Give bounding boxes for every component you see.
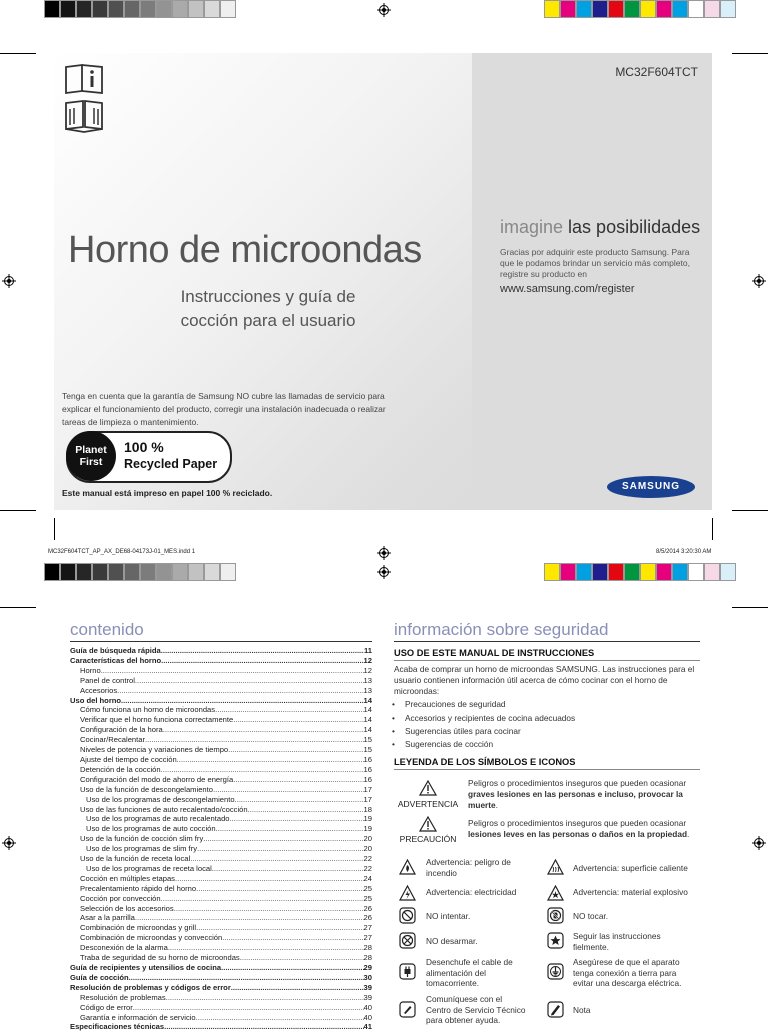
toc-row[interactable]	[70, 686, 372, 696]
crop-mark	[0, 607, 36, 608]
toc-entry-title: Configuración de la hora	[80, 725, 163, 735]
toc-entry-title: Accesorios	[80, 685, 118, 695]
toc-entry-title: Ajuste del tiempo de cocción	[80, 754, 177, 764]
toc-page-number: 11	[363, 646, 372, 655]
toc-row[interactable]	[70, 913, 372, 923]
explosive-warning-icon	[547, 885, 564, 902]
contents-heading: contenido	[70, 620, 144, 639]
toc-dot-leader	[228, 745, 363, 755]
toc-page-number: 20	[363, 834, 372, 844]
toc-dot-leader	[161, 765, 364, 775]
toc-row[interactable]	[70, 923, 372, 933]
date-slug: 8/5/2014 3:20:30 AM	[656, 549, 712, 555]
toc-dot-leader	[215, 705, 363, 715]
list-item: • Precauciones de seguridad	[405, 699, 506, 709]
samsung-logo: SAMSUNG	[607, 476, 695, 498]
toc-entry-title: Cocción por convección	[80, 893, 161, 903]
toc-row[interactable]	[70, 725, 372, 735]
model-number: MC32F604TCT	[615, 65, 698, 79]
toc-page-number: 25	[363, 883, 372, 893]
symbol-text: Advertencia: electricidad	[426, 887, 517, 897]
toc-dot-leader	[168, 943, 364, 953]
symbol-text: Desenchufe el cable de alimentación del tomacorriente.	[426, 957, 513, 988]
crop-mark	[732, 510, 768, 511]
toc-entry-title: Resolución de problemas y códigos de error	[70, 982, 231, 992]
caution-triangle-icon	[419, 816, 437, 832]
toc-row[interactable]	[70, 696, 372, 706]
toc-entry-title: Cómo funciona un horno de microondas	[80, 705, 216, 715]
toc-row[interactable]	[70, 1003, 372, 1013]
toc-dot-leader	[135, 676, 364, 686]
symbol-text: NO desarmar.	[426, 936, 478, 946]
toc-page-number: 22	[363, 854, 372, 864]
toc-row[interactable]	[70, 844, 372, 854]
toc-page-number: 39	[363, 982, 372, 992]
crop-mark	[732, 53, 768, 54]
toc-page-number: 16	[363, 774, 372, 784]
toc-entry-title: Uso de la función de descongelamiento	[80, 784, 213, 794]
manual-cover	[54, 53, 712, 510]
toc-dot-leader	[133, 1003, 364, 1013]
warranty-note: Tenga en cuenta que la garantía de Samsung NO cubre las llamadas de servicio para explicar el funcionamiento del producto, corregir una instalación inadecuada o realizar tareas de limpieza o mantenimiento.	[62, 391, 386, 427]
table-of-contents	[70, 646, 372, 1032]
follow-instructions-icon	[547, 932, 564, 949]
toc-entry-title: Detención de la cocción	[80, 764, 161, 774]
toc-row[interactable]	[70, 943, 372, 953]
symbol-text: NO intentar.	[426, 911, 471, 921]
hot-surface-warning-icon	[547, 859, 564, 876]
toc-dot-leader	[129, 973, 364, 983]
symbol-text: Nota	[573, 1005, 591, 1015]
toc-dot-leader	[145, 735, 364, 745]
toc-dot-leader	[231, 983, 364, 993]
toc-dot-leader	[216, 824, 364, 834]
toc-dot-leader	[177, 755, 364, 765]
toc-row[interactable]	[70, 834, 372, 844]
toc-page-number: 13	[363, 685, 372, 695]
toc-row[interactable]	[70, 646, 372, 656]
list-item: • Sugerencias útiles para cocinar	[405, 726, 521, 736]
open-book-icon	[64, 99, 106, 133]
toc-row[interactable]	[70, 824, 372, 834]
toc-row[interactable]	[70, 666, 372, 676]
toc-row[interactable]	[70, 765, 372, 775]
toc-dot-leader	[161, 894, 364, 904]
toc-page-number: 15	[363, 745, 372, 755]
toc-page-number: 40	[363, 1002, 372, 1012]
manual-use-rule	[394, 660, 700, 661]
toc-dot-leader	[135, 913, 364, 923]
toc-page-number: 22	[363, 863, 372, 873]
toc-dot-leader	[163, 725, 364, 735]
crop-mark	[0, 510, 36, 511]
toc-entry-title: Uso de los programas de slim fry	[86, 844, 197, 854]
toc-entry-title: Verificar que el horno funciona correctamente	[80, 715, 234, 725]
toc-page-number: 14	[363, 725, 372, 735]
warning-triangle-icon	[419, 780, 437, 796]
toc-row[interactable]	[70, 735, 372, 745]
toc-row[interactable]	[70, 1013, 372, 1023]
toc-row[interactable]	[70, 973, 372, 983]
toc-row[interactable]	[70, 785, 372, 795]
planet-first-badge	[66, 431, 232, 483]
contents-rule	[70, 641, 372, 642]
toc-entry-title: Uso de los programas de receta local	[86, 863, 212, 873]
list-item: • Accesorios y recipientes de cocina adecuados	[405, 713, 575, 723]
toc-dot-leader	[161, 646, 364, 656]
registration-mark-icon	[377, 565, 391, 579]
toc-dot-leader	[248, 805, 364, 815]
planet-first-logo: Planet First	[66, 431, 116, 481]
electric-warning-icon	[399, 885, 416, 902]
toc-entry-title: Desconexión de la alarma	[80, 943, 168, 953]
toc-page-number: 19	[363, 824, 372, 834]
note-icon	[547, 1001, 564, 1018]
registration-mark-icon	[2, 274, 16, 288]
grayscale-bar-middle	[44, 563, 236, 581]
toc-entry-title: Panel de control	[80, 675, 135, 685]
recycled-percent: 100 %	[124, 439, 164, 455]
toc-dot-leader	[166, 993, 364, 1003]
toc-dot-leader	[101, 666, 364, 676]
toc-row[interactable]	[70, 953, 372, 963]
toc-entry-title: Características del horno	[70, 655, 162, 665]
grayscale-bar-top	[44, 0, 236, 18]
printed-note: Este manual está impreso en papel 100 % reciclado.	[62, 488, 273, 498]
toc-row[interactable]	[70, 894, 372, 904]
registration-mark-icon	[377, 3, 391, 17]
toc-entry-title: Combinación de microondas y convección	[80, 933, 223, 943]
recycled-label: Recycled Paper	[124, 457, 218, 471]
toc-entry-title: Configuración del modo de ahorro de energía	[80, 774, 234, 784]
toc-entry-title: Horno	[80, 665, 101, 675]
toc-row[interactable]	[70, 864, 372, 874]
manual-use-text: Acaba de comprar un horno de microondas SAMSUNG. Las instrucciones para el usuario contienen información útil acerca de cómo cocinar con el horno de microondas:	[394, 664, 695, 696]
safety-heading: información sobre seguridad	[394, 620, 609, 639]
toc-page-number: 14	[363, 705, 372, 715]
toc-page-number: 15	[363, 735, 372, 745]
toc-page-number: 25	[363, 893, 372, 903]
register-url[interactable]: www.samsung.com/register	[500, 283, 635, 295]
toc-dot-leader	[213, 785, 364, 795]
toc-row[interactable]	[70, 884, 372, 894]
symbol-text: Advertencia: peligro de incendio	[426, 857, 511, 878]
unplug-icon	[399, 963, 416, 980]
toc-row[interactable]	[70, 745, 372, 755]
symbol-text: Seguir las instrucciones fielmente.	[573, 931, 661, 952]
toc-page-number: 26	[363, 903, 372, 913]
toc-entry-title: Selección de los accesorios	[80, 903, 174, 913]
symbol-text: Asegúrese de que el aparato tenga conexión a tierra para evitar una descarga eléctrica.	[573, 957, 682, 988]
toc-page-number: 28	[363, 943, 372, 953]
toc-entry-title: Combinación de microondas y grill	[80, 923, 197, 933]
registration-mark-icon	[2, 836, 16, 850]
toc-page-number: 41	[363, 1022, 372, 1032]
toc-page-number: 12	[363, 665, 372, 675]
symbol-text: Advertencia: material explosivo	[573, 887, 688, 897]
toc-page-number: 24	[363, 873, 372, 883]
toc-dot-leader	[203, 834, 363, 844]
toc-entry-title: Resolución de problemas	[80, 992, 166, 1002]
registration-mark-icon	[377, 546, 391, 560]
manual-title: Horno de microondas	[68, 229, 422, 271]
symbol-text: NO tocar.	[573, 911, 609, 921]
toc-page-number: 26	[363, 913, 372, 923]
toc-entry-title: Precalentamiento rápido del horno	[80, 883, 197, 893]
toc-page-number: 18	[363, 804, 372, 814]
toc-dot-leader	[233, 715, 363, 725]
toc-row[interactable]	[70, 755, 372, 765]
prohibited-icon	[399, 907, 416, 924]
toc-row[interactable]	[70, 963, 372, 973]
toc-entry-title: Garantía e información de servicio	[80, 1012, 196, 1022]
toc-entry-title: Cocción en múltiples etapas	[80, 873, 175, 883]
toc-row[interactable]	[70, 795, 372, 805]
toc-dot-leader	[174, 904, 364, 914]
ground-icon	[547, 963, 564, 980]
toc-row[interactable]	[70, 814, 372, 824]
warning-description: Peligros o procedimientos inseguros que pueden ocasionar graves lesiones en las personas e incluso, provocar la muerte.	[468, 778, 687, 810]
toc-dot-leader	[196, 923, 363, 933]
no-disassemble-icon	[399, 932, 416, 949]
toc-entry-title: Uso de los programas de descongelamiento	[86, 794, 235, 804]
toc-page-number: 13	[363, 675, 372, 685]
toc-row[interactable]	[70, 805, 372, 815]
toc-page-number: 12	[363, 655, 372, 665]
toc-dot-leader	[117, 686, 363, 696]
symbol-text: Comuníquese con el Centro de Servicio Técnico para obtener ayuda.	[426, 994, 526, 1025]
crop-mark	[54, 518, 55, 540]
toc-row[interactable]	[70, 705, 372, 715]
toc-dot-leader	[190, 854, 363, 864]
toc-dot-leader	[230, 814, 364, 824]
toc-dot-leader	[212, 864, 364, 874]
toc-dot-leader	[221, 963, 363, 973]
toc-page-number: 17	[363, 784, 372, 794]
crop-mark	[732, 607, 768, 608]
manual-subtitle: Instrucciones y guía de cocción para el usuario	[180, 287, 356, 330]
color-bar-middle	[544, 563, 736, 581]
toc-entry-title: Uso de la función de receta local	[80, 854, 191, 864]
info-book-icon	[64, 63, 106, 95]
toc-entry-title: Asar a la parrilla	[80, 913, 135, 923]
safety-rule	[394, 641, 700, 642]
toc-entry-title: Uso de los programas de auto recalentado	[86, 814, 230, 824]
crop-mark	[712, 518, 713, 540]
tagline: imagine las posibilidades	[500, 217, 701, 237]
service-center-icon	[399, 1001, 416, 1018]
toc-page-number: 20	[363, 844, 372, 854]
toc-page-number: 19	[363, 814, 372, 824]
toc-page-number: 16	[363, 764, 372, 774]
toc-entry-title: Traba de seguridad de su horno de microondas	[80, 953, 240, 963]
toc-page-number: 27	[363, 923, 372, 933]
toc-entry-title: Uso de las funciones de auto recalentado/cocción	[80, 804, 248, 814]
toc-entry-title: Especificaciones técnicas	[70, 1022, 165, 1032]
toc-page-number: 16	[363, 754, 372, 764]
toc-page-number: 17	[363, 794, 372, 804]
toc-dot-leader	[196, 1013, 364, 1023]
toc-dot-leader	[222, 933, 363, 943]
toc-page-number: 40	[363, 1012, 372, 1022]
symbol-text: Advertencia: superficie caliente	[573, 863, 688, 873]
fire-warning-icon	[399, 859, 416, 876]
toc-entry-title: Guía de recipientes y utensilios de cocina	[70, 963, 222, 972]
registration-mark-icon	[752, 836, 766, 850]
toc-entry-title: Niveles de potencia y variaciones de tiempo	[80, 745, 229, 755]
toc-entry-title: Cocinar/Recalentar	[80, 735, 145, 745]
no-touch-icon	[547, 907, 564, 924]
cover-right-panel	[472, 53, 712, 510]
legend-rule	[394, 769, 700, 770]
crop-mark	[0, 53, 36, 54]
toc-row[interactable]	[70, 904, 372, 914]
toc-row[interactable]	[70, 993, 372, 1003]
list-item: • Sugerencias de cocción	[405, 739, 493, 749]
toc-row[interactable]	[70, 933, 372, 943]
tagline-text: Gracias por adquirir este producto Samsung. Para que le podamos brindar un servicio más completo, registre su producto en	[500, 247, 690, 279]
toc-page-number: 14	[363, 715, 372, 725]
toc-row[interactable]	[70, 775, 372, 785]
color-bar-top	[544, 0, 736, 18]
toc-row[interactable]	[70, 854, 372, 864]
legend-heading: LEYENDA DE LOS SÍMBOLOS E ICONOS	[394, 757, 576, 767]
toc-dot-leader	[235, 795, 364, 805]
warning-label: ADVERTENCIA	[397, 799, 459, 809]
toc-dot-leader	[240, 953, 364, 963]
toc-page-number: 27	[363, 933, 372, 943]
caution-description: Peligros o procedimientos inseguros que pueden ocasionar lesiones leves en las personas o daños en la propiedad.	[468, 818, 690, 839]
toc-entry-title: Uso de la función de cocción slim fry	[80, 834, 204, 844]
toc-entry-title: Guía de búsqueda rápida	[70, 646, 161, 655]
toc-row[interactable]	[70, 656, 372, 666]
toc-dot-leader	[121, 696, 364, 706]
toc-dot-leader	[196, 884, 363, 894]
toc-page-number: 29	[363, 963, 372, 972]
toc-page-number: 14	[363, 695, 372, 705]
toc-page-number: 30	[363, 972, 372, 982]
toc-dot-leader	[197, 844, 364, 854]
manual-use-heading: USO DE ESTE MANUAL DE INSTRUCCIONES	[394, 648, 595, 658]
toc-dot-leader	[175, 874, 364, 884]
toc-entry-title: Uso del horno	[70, 695, 122, 705]
toc-row[interactable]	[70, 676, 372, 686]
toc-entry-title: Uso de los programas de auto cocción	[86, 824, 216, 834]
toc-row[interactable]	[70, 983, 372, 993]
caution-label: PRECAUCIÓN	[399, 834, 457, 844]
toc-row[interactable]	[70, 715, 372, 725]
toc-page-number: 28	[363, 953, 372, 963]
toc-entry-title: Código de error	[80, 1002, 133, 1012]
toc-entry-title: Guía de cocción	[70, 972, 129, 982]
file-slug: MC32F604TCT_AP_AX_DE68-04173J-01_MES.indd 1	[48, 549, 196, 555]
registration-mark-icon	[752, 274, 766, 288]
toc-dot-leader	[161, 656, 363, 666]
toc-page-number: 39	[363, 992, 372, 1002]
toc-dot-leader	[233, 775, 363, 785]
toc-row[interactable]	[70, 874, 372, 884]
